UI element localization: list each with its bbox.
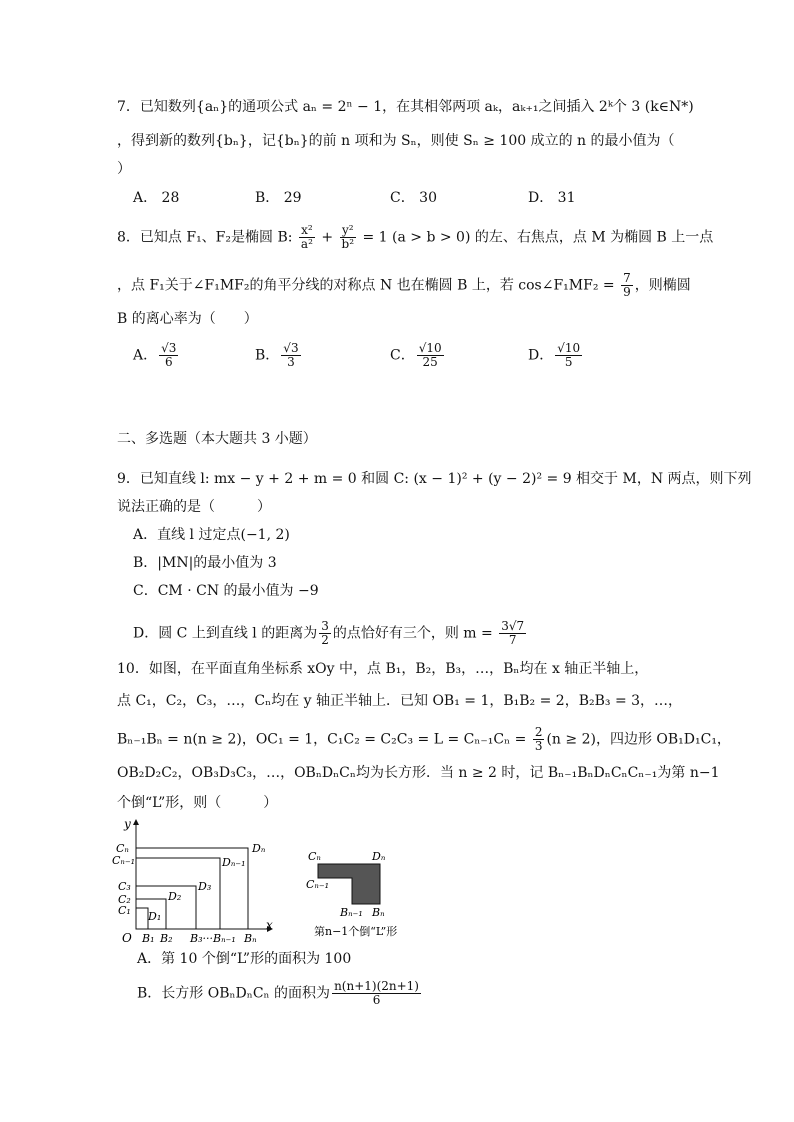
q8-line2-text: ，点 F₁关于∠F₁MF₂的角平分线的对称点 N 也在椭圆 B 上，若 cos∠F₁MF₂ = xyxy=(117,277,620,294)
frac-den: 9 xyxy=(623,285,631,299)
q8-line1 xyxy=(117,224,713,251)
q7-line1: 7．已知数列{aₙ}的通项公式 aₙ = 2ⁿ − 1，在其相邻两项 aₖ，aₖ₊₁之间插入 2ᵏ个 3 (k∈N*) xyxy=(117,99,694,115)
frac-den: 5 xyxy=(564,355,573,369)
frac-den: 2 xyxy=(321,633,329,647)
label-cn: Cₙ xyxy=(116,842,129,855)
q10-line5: 个倒“L”形，则（ ） xyxy=(117,795,278,811)
q7-option-c: C． 30 xyxy=(390,190,437,206)
q9-option-c: C．CM · CN 的最小值为 −9 xyxy=(133,583,319,599)
label-c2: C₂ xyxy=(118,893,131,906)
option-text: B．长方形 OBₙDₙCₙ 的面积为 xyxy=(137,985,331,1002)
frac-den: 25 xyxy=(422,355,438,369)
label-dn: Dₙ xyxy=(252,842,266,855)
q10-figure xyxy=(110,814,430,946)
y-axis-label: y xyxy=(124,817,131,831)
option-fraction xyxy=(555,342,582,369)
q10-option-a: A．第 10 个倒“L”形的面积为 100 xyxy=(137,951,352,967)
frac-num: 3√7 xyxy=(501,619,525,633)
q10-line3-end: (n ≥ 2)，四边形 OB₁D₁C₁， xyxy=(546,731,731,748)
option-fraction xyxy=(281,342,300,369)
q10-line1: 10．如图，在平面直角坐标系 xOy 中，点 B₁，B₂，B₃，…，Bₙ均在 x 轴正半轴上， xyxy=(117,661,649,677)
option-fraction xyxy=(417,342,444,369)
frac-num: x² xyxy=(301,223,313,237)
q10-line4: OB₂D₂C₂，OB₃D₃C₃，…，OBₙDₙCₙ均为长方形．当 n ≥ 2 时，记 Bₙ₋₁BₙDₙCₙCₙ₋₁为第 n−1 xyxy=(117,765,720,781)
frac-num: n(n+1)(2n+1) xyxy=(334,979,419,993)
q8-line2 xyxy=(117,272,691,299)
l-label-cn: Cₙ xyxy=(308,850,321,863)
frac-num: y² xyxy=(341,223,354,237)
q8-option-c xyxy=(390,342,446,369)
frac-den: b² xyxy=(341,237,355,251)
option-fraction xyxy=(319,620,331,647)
q8-option-d xyxy=(528,342,584,369)
figure-caption: 第n−1个倒“L”形 xyxy=(314,925,398,938)
label-d2: D₂ xyxy=(168,890,182,903)
l-label-bn-1: Bₙ₋₁ xyxy=(340,906,363,919)
q8-option-a xyxy=(133,342,180,369)
q8-suffix: = 1 (a > b > 0) 的左、右焦点，点 M 为椭圆 B 上一点 xyxy=(358,229,714,246)
option-fraction xyxy=(332,980,421,1007)
x-axis-label: x xyxy=(266,918,273,932)
q8-prefix: 8．已知点 F₁、F₂是椭圆 B: xyxy=(117,229,297,246)
l-label-cn-1: Cₙ₋₁ xyxy=(306,878,330,891)
option-fraction xyxy=(499,620,526,647)
q8-line3: B 的离心率为（ ） xyxy=(117,311,258,327)
option-label: D． xyxy=(528,347,554,364)
label-c1: C₁ xyxy=(118,904,131,917)
q7-option-a: A． 28 xyxy=(133,190,180,206)
q10-option-b xyxy=(137,980,423,1007)
frac-den: 6 xyxy=(164,355,173,369)
frac-num: √3 xyxy=(161,341,177,355)
label-b3-bn-1: B₃···Bₙ₋₁ xyxy=(190,932,236,945)
frac-num: √3 xyxy=(283,341,299,355)
q10-line3-text: Bₙ₋₁Bₙ = n(n ≥ 2)，OC₁ = 1，C₁C₂ = C₂C₃ = L = Cₙ₋₁Cₙ = xyxy=(117,731,531,748)
q7-line2: ，得到新的数列{bₙ}，记{bₙ}的前 n 项和为 Sₙ，则使 Sₙ ≥ 100 成立的 n 的最小值为（ xyxy=(117,133,675,149)
section-title: 二、多选题（本大题共 3 小题） xyxy=(117,431,317,447)
frac-den: 3 xyxy=(534,739,543,753)
q7-line3: ） xyxy=(117,161,131,177)
option-label: A． xyxy=(133,347,158,364)
frac-num: 2 xyxy=(534,725,543,739)
label-d1: D₁ xyxy=(148,910,162,923)
rect-1 xyxy=(136,908,148,929)
q8-x-fraction xyxy=(299,224,315,251)
label-b2: B₂ xyxy=(160,932,173,945)
l-label-dn: Dₙ xyxy=(372,850,386,863)
q8-option-b xyxy=(255,342,303,369)
frac-den: 3 xyxy=(287,355,295,369)
q9-option-d xyxy=(133,620,528,647)
origin-label: O xyxy=(122,931,132,945)
label-d3: D₃ xyxy=(198,880,212,893)
frac-den: 6 xyxy=(372,993,381,1007)
label-bn: Bₙ xyxy=(244,932,257,945)
option-text: D．圆 C 上到直线 l 的距离为 xyxy=(133,625,318,642)
option-text: 的点恰好有三个，则 m = xyxy=(332,625,498,642)
q8-y-fraction xyxy=(340,224,357,251)
option-label: B． xyxy=(255,347,280,364)
q10-line2: 点 C₁，C₂，C₃，…，Cₙ均在 y 轴正半轴上．已知 OB₁ = 1，B₁B₂ = 2，B₂B₃ = 3，…， xyxy=(117,693,683,709)
q9-line1: 9．已知直线 l: mx − y + 2 + m = 0 和圆 C: (x − 1)² + (y − 2)² = 9 相交于 M，N 两点，则下列 xyxy=(117,471,752,487)
frac-num: 3 xyxy=(321,619,329,633)
label-cn-1: Cₙ₋₁ xyxy=(112,854,136,867)
frac-num: √10 xyxy=(418,341,442,355)
q10-fraction xyxy=(533,726,545,753)
label-c3: C₃ xyxy=(118,880,131,893)
q9-line2: 说法正确的是（ ） xyxy=(117,499,271,515)
label-b1: B₁ xyxy=(142,932,155,945)
plus-sign: + xyxy=(316,229,338,246)
frac-num: √10 xyxy=(557,341,581,355)
q8-cos-fraction xyxy=(621,272,633,299)
q10-line3 xyxy=(117,726,731,753)
q7-option-b: B． 29 xyxy=(255,190,302,206)
option-fraction xyxy=(159,342,178,369)
frac-den: a² xyxy=(300,237,313,251)
q9-option-b: B．|MN|的最小值为 3 xyxy=(133,555,277,571)
frac-num: 7 xyxy=(623,271,631,285)
option-label: C． xyxy=(390,347,415,364)
q9-option-a: A．直线 l 过定点(−1, 2) xyxy=(133,527,290,543)
q7-option-d: D． 31 xyxy=(528,190,576,206)
frac-den: 7 xyxy=(508,633,517,647)
l-label-bn: Bₙ xyxy=(372,906,385,919)
label-dn-1: Dₙ₋₁ xyxy=(222,856,246,869)
q8-line2-end: ，则椭圆 xyxy=(634,277,691,294)
